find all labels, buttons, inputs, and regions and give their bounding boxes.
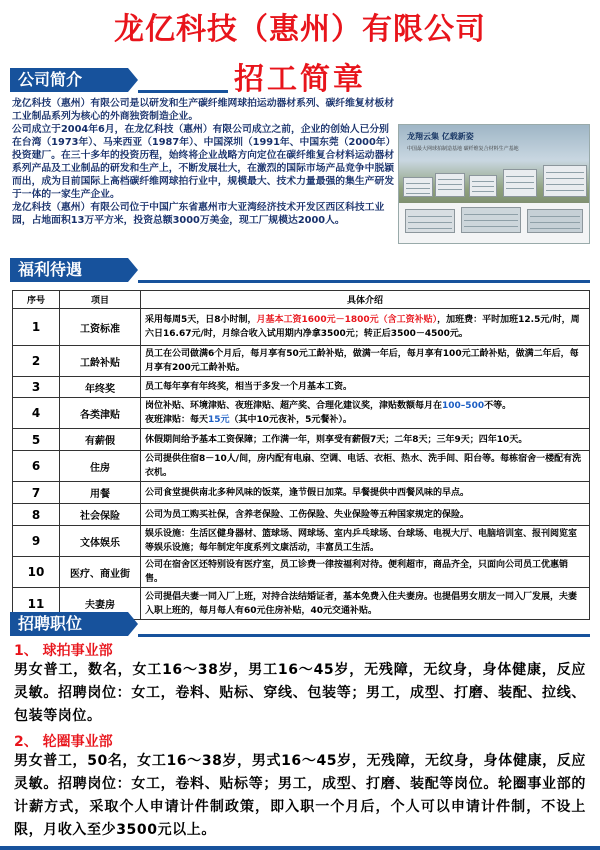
building-icon — [503, 169, 537, 197]
intro-paragraph: 龙亿科技（惠州）有限公司位于中国广东省惠州市大亚湾经济技术开发区西区科技工业园，占地面积13万平方米，投资总额3000万美金，现工厂规模达2000人。 — [12, 202, 385, 226]
row-num: 3 — [13, 377, 60, 398]
dept-racket-requirements: 男女普工，数名，女工16～38岁，男工16～45岁，无残障，无纹身，身体健康，反应灵敏。招聘岗位：女工，卷料、贴标、穿线、包装等；男工，成型、打磨、装配、拉线、包装等岗位。 — [14, 662, 586, 724]
row-desc: 公司为员工购买社保，含养老保险、工伤保险、失业保险等五种国家规定的保险。 — [141, 504, 590, 526]
row-desc: 公司提供住宿8－10人/间，房内配有电扇、空调、电话、衣柜、热水、洗手间、阳台等。每栋宿舍一楼配有洗衣机。 — [141, 451, 590, 482]
section-divider — [138, 90, 228, 93]
table-row — [13, 429, 590, 451]
intro-paragraph: 公司成立于2004年6月，在龙亿科技（惠州）有限公司成立之前，企业的创始人已分别在台湾（1973年）、马来西亚（1987年）、中国深圳（1991年、中国东莞（2000年）投资建厂。在三十多年的投资历程，始终将企业战略方向定位在碳纤维复合材料运动器材系列产品及工业制品的研发和生产上，不断发展壮大，在激烈的国际市场产品竞争中脱颖而出，成为目前国际上高档碳纤维网球拍行业中，规模最大、技术力量最强的集生产研发于一体的一家生产企业。 — [12, 124, 396, 200]
row-item: 住房 — [60, 451, 141, 482]
table-row — [13, 526, 590, 557]
row-item: 有薪假 — [60, 429, 141, 451]
amount-highlight: 100–500 — [442, 401, 485, 411]
row-desc — [141, 309, 590, 346]
row-num: 7 — [13, 482, 60, 504]
desc-text: ，加班费：平时加班12.5元/时，周六日16.67元/时，月综合收入试用期内净拿3500元；转正后3500－4500元。 — [145, 315, 580, 339]
row-item: 医疗、商业街 — [60, 557, 141, 588]
factory-photo — [398, 124, 590, 244]
dept-title-racket: 1、 球拍事业部 — [14, 643, 113, 659]
row-num: 11 — [13, 588, 60, 620]
row-num: 2 — [13, 346, 60, 377]
section-divider — [138, 634, 590, 637]
table-row — [13, 504, 590, 526]
row-item: 各类津贴 — [60, 398, 141, 429]
table-row — [13, 346, 590, 377]
row-desc: 公司提倡夫妻一同入厂上班，对持合法结婚证者，基本免费入住夫妻房。也提倡男女朋友一同入厂发展，夫妻入职上班的，每月每人有60元住房补贴，40元交通补贴。 — [141, 588, 590, 620]
row-num: 9 — [13, 526, 60, 557]
photo-subcaption: 中国最大网球拍制造基地 碳纤维复合材料生产基地 — [407, 146, 519, 152]
building-icon — [461, 207, 521, 233]
section-header-welfare: 福利待遇 — [10, 258, 128, 282]
row-num: 8 — [13, 504, 60, 526]
company-intro — [12, 97, 397, 227]
building-icon — [469, 175, 497, 197]
section-header-intro: 公司简介 — [10, 68, 128, 92]
table-row — [13, 309, 590, 346]
dept-rim-requirements: 男女普工，50名，女工16～38岁，男式16～45岁，无残障，无纹身，身体健康，反应灵敏。招聘岗位：女工，卷料、贴标等；男工，成型、打磨、装配等岗位。轮圈事业部的计薪方式，采取个人申请计件制政策，即入职一个月后，个人可以申请计件制，不设上限，月收入至少3500元以上。 — [14, 753, 586, 838]
building-icon — [527, 209, 583, 233]
table-row — [13, 398, 590, 429]
desc-text: 岗位补贴、环境津贴、夜班津贴、超产奖、合理化建议奖，津贴数额每月在 — [145, 401, 443, 411]
desc-text: 夜班津贴：每天 — [145, 415, 209, 425]
desc-text: 不等。 — [484, 401, 512, 411]
desc-text: （其中10元夜补，5元餐补）。 — [229, 415, 352, 425]
table-row — [13, 482, 590, 504]
row-desc: 员工在公司做满6个月后，每月享有50元工龄补贴，做满一年后，每月享有100元工龄补贴，做满二年后，每月享有200元工龄补贴。 — [141, 346, 590, 377]
row-num: 1 — [13, 309, 60, 346]
section-header-recruit: 招聘职位 — [10, 612, 128, 636]
section-divider — [138, 280, 590, 283]
row-item: 用餐 — [60, 482, 141, 504]
table-row — [13, 451, 590, 482]
row-item: 工龄补贴 — [60, 346, 141, 377]
row-item: 夫妻房 — [60, 588, 141, 620]
building-icon — [405, 209, 455, 233]
photo-caption: 龙翔云集 亿载新姿 — [407, 132, 474, 141]
table-header-row — [13, 291, 590, 309]
desc-text: 采用每周5天，日8小时制， — [145, 315, 257, 325]
row-item: 年终奖 — [60, 377, 141, 398]
salary-highlight: 月基本工资1600元－1800元（含工资补贴） — [256, 315, 438, 325]
column-header-num: 序号 — [13, 291, 60, 309]
table-row — [13, 557, 590, 588]
amount-highlight: 15元 — [208, 415, 230, 425]
page-subtitle: 招工简章 — [234, 62, 366, 97]
building-icon — [543, 165, 587, 197]
row-desc: 娱乐设施：生活区健身器材、篮球场、网球场、室内乒乓球场、台球场、电视大厅、电脑培训室、报刊阅览室等娱乐设施；每年制定年度系列文康活动，丰富员工生活。 — [141, 526, 590, 557]
row-desc: 公司食堂提供南北多种风味的饭菜，逢节假日加菜。早餐提供中西餐风味的早点。 — [141, 482, 590, 504]
row-num: 10 — [13, 557, 60, 588]
row-item: 社会保险 — [60, 504, 141, 526]
row-desc: 休假期间给予基本工资保障；工作满一年，则享受有薪假7天；二年8天；三年9天；四年10天。 — [141, 429, 590, 451]
row-desc: 员工每年享有年终奖，相当于多发一个月基本工资。 — [141, 377, 590, 398]
bottom-border — [0, 846, 600, 850]
welfare-table — [12, 290, 590, 620]
building-icon — [435, 173, 465, 197]
row-num: 4 — [13, 398, 60, 429]
column-header-desc: 具体介绍 — [141, 291, 590, 309]
building-icon — [403, 177, 433, 197]
dept-title-rim: 2、 轮圈事业部 — [14, 734, 113, 750]
row-num: 5 — [13, 429, 60, 451]
row-item: 工资标准 — [60, 309, 141, 346]
row-desc — [141, 398, 590, 429]
table-row — [13, 377, 590, 398]
intro-paragraph: 龙亿科技（惠州）有限公司是以研发和生产碳纤维网球拍运动器材系列、碳纤维复材板材工业制品系列为核心的外商独资制造企业。 — [12, 98, 395, 122]
company-title: 龙亿科技（惠州）有限公司 — [114, 12, 486, 47]
row-desc: 公司在宿舍区还特别设有医疗室，员工诊费一律按福利对待。便利超市，商品齐全，只面向公司员工优惠销售。 — [141, 557, 590, 588]
row-item: 文体娱乐 — [60, 526, 141, 557]
row-num: 6 — [13, 451, 60, 482]
column-header-item: 项目 — [60, 291, 141, 309]
